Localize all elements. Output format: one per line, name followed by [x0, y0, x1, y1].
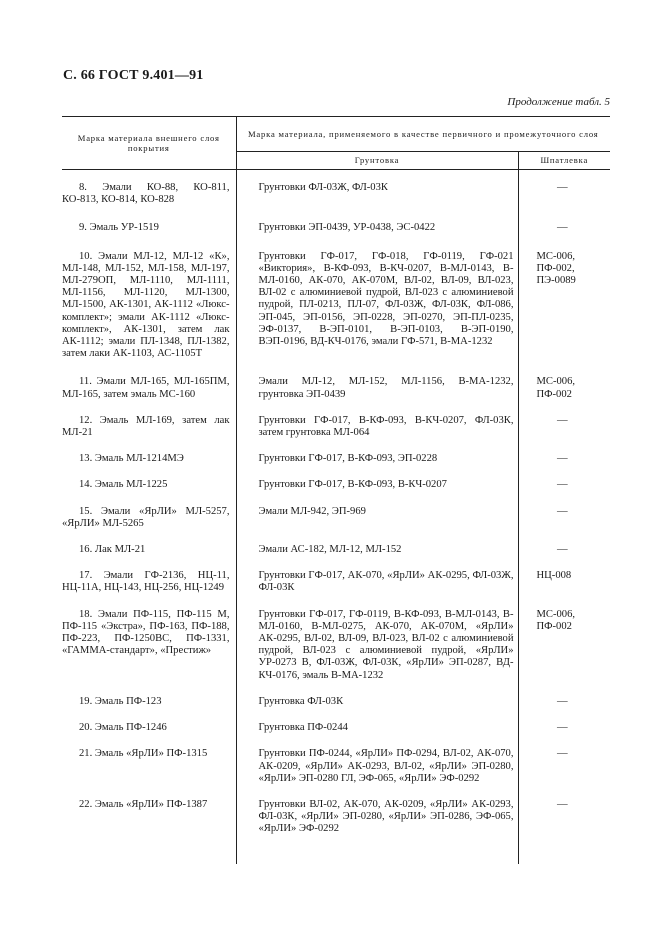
cell-primer: [236, 708, 518, 734]
cell-putty: [518, 595, 610, 682]
outer-layer-text: 20. Эмаль ПФ-1246: [79, 722, 167, 734]
putty-text: —: [556, 222, 568, 234]
table-row: [62, 595, 610, 682]
primer-text: Грунтовка ФЛ-03К: [258, 695, 344, 707]
outer-layer-text: 21. Эмаль «ЯрЛИ» ПФ-1315: [79, 748, 208, 760]
cell-primer: [236, 785, 518, 864]
putty-text: НЦ-008: [536, 570, 572, 582]
outer-layer-text: 13. Эмаль МЛ-1214МЭ: [79, 453, 184, 465]
table-row: [62, 682, 610, 708]
materials-table: [62, 116, 610, 864]
primer-text: Грунтовки ГФ-017, В-КФ-093, В-КЧ-0207, ФЛ-03К, затем грунтовка МЛ-064: [258, 414, 514, 439]
putty-text: МС-006, ПФ-002: [536, 608, 576, 632]
cell-primer: [236, 734, 518, 785]
cell-outer-layer: [62, 556, 236, 594]
cell-putty: [518, 465, 610, 491]
cell-outer-layer: [62, 235, 236, 361]
cell-primer: [236, 492, 518, 530]
outer-layer-text: 18. Эмали ПФ-115, ПФ-115 М, ПФ-115 «Экстра», ПФ-163, ПФ-188, ПФ-223, ПФ-1250ВС, ПФ-1331, «ГАММА-стандарт», «Престиж»: [62, 608, 230, 657]
table-row: [62, 734, 610, 785]
putty-text: —: [556, 695, 568, 707]
table-row: [62, 235, 610, 361]
cell-primer: [236, 530, 518, 556]
table-row: [62, 530, 610, 556]
cell-outer-layer: [62, 170, 236, 207]
putty-text: —: [556, 544, 568, 556]
page-header: С. 66 ГОСТ 9.401—91: [63, 68, 204, 83]
table-row: [62, 785, 610, 864]
cell-outer-layer: [62, 439, 236, 465]
table-row: [62, 708, 610, 734]
primer-text: Грунтовки ПФ-0244, «ЯрЛИ» ПФ-0294, ВЛ-02, АК-070, АК-0209, «ЯрЛИ» АК-0293, ВЛ-02, «ЯрЛИ» ЭП-0280, «ЯрЛИ» ЭП-0280 ГЛ, ЭФ-065, «ЯрЛИ» ЭФ-0292: [258, 748, 514, 784]
putty-text: —: [556, 479, 568, 491]
putty-text: —: [556, 453, 568, 465]
outer-layer-text: 14. Эмаль МЛ-1225: [79, 479, 168, 491]
table-row: [62, 206, 610, 234]
outer-layer-text: 12. Эмаль МЛ-169, затем лак МЛ-21: [62, 414, 230, 439]
cell-outer-layer: [62, 465, 236, 491]
cell-primer: [236, 170, 518, 207]
outer-layer-text: 10. Эмали МЛ-12, МЛ-12 «К», МЛ-148, МЛ-152, МЛ-158, МЛ-197, МЛ-279ОП, МЛ-1110, МЛ-1111, МЛ-1156, МЛ-1120, МЛ-1300, МЛ-1500, АК-1301, АК-1112 «Люкс-комплект»; эмали АК-1112 «Люкс-комплект», АК-1301, затем лак АК-1112; эмали ПЛ-1348, ПЛ-1382, затем лаки АК-1103, АС-1105Т: [62, 250, 230, 360]
primer-text: Грунтовка ПФ-0244: [258, 722, 348, 734]
cell-putty: [518, 682, 610, 708]
cell-primer: [236, 206, 518, 234]
cell-outer-layer: [62, 530, 236, 556]
cell-primer: [236, 401, 518, 439]
putty-text: —: [556, 722, 568, 734]
primer-text: Эмали АС-182, МЛ-12, МЛ-152: [258, 544, 402, 556]
cell-putty: [518, 206, 610, 234]
cell-putty: [518, 708, 610, 734]
table-row: [62, 492, 610, 530]
primer-text: Грунтовки ФЛ-03Ж, ФЛ-03К: [258, 182, 388, 193]
table-continuation-label: Продолжение табл. 5: [507, 96, 610, 108]
table-body: [62, 170, 610, 864]
header-primary-layer: Марка материала, применяемого в качестве первичного и промежуточного слоя: [236, 117, 610, 152]
outer-layer-text: 11. Эмали МЛ-165, МЛ-165ПМ, МЛ-165, затем эмаль МС-160: [62, 376, 230, 400]
primer-text: Грунтовки ГФ-017, ГФ-018, ГФ-0119, ГФ-021 «Виктория», В-КФ-093, В-КЧ-0207, В-МЛ-0143, В-МЛ-0160, АК-070, АК-070М, ВЛ-02, ВЛ-09, ВЛ-023, ВЛ-02 с алюминиевой пудрой, ВЛ-023 с алюминиевой пудрой, ПЛ-0213, ПЛ-07, ФЛ-03Ж, ФЛ-03К, ФЛ-086, ЭП-045, ЭП-0156, ЭП-0228, ЭП-0270, ЭП-ПЛ-0235, ЭФ-0137, В-ЭП-0101, В-ЭП-0103, В-ЭП-0190, ВЭП-0196, ВД-КЧ-0176, эмали ГФ-571, В-МА-1232: [258, 250, 514, 348]
cell-outer-layer: [62, 595, 236, 682]
cell-putty: [518, 734, 610, 785]
outer-layer-text: 8. Эмали КО-88, КО-811, КО-813, КО-814, КО-828: [62, 182, 230, 206]
primer-text: Грунтовки ВЛ-02, АК-070, АК-0209, «ЯрЛИ» АК-0293, ФЛ-03К, «ЯрЛИ» ЭП-0280, «ЯрЛИ» ЭП-0286, ЭФ-065, «ЯрЛИ» ЭФ-0292: [258, 798, 514, 835]
cell-putty: [518, 360, 610, 400]
cell-primer: [236, 360, 518, 400]
putty-text: МС-006, ПФ-002, ПЭ-0089: [536, 250, 576, 287]
outer-layer-text: 22. Эмаль «ЯрЛИ» ПФ-1387: [79, 798, 208, 810]
cell-putty: [518, 401, 610, 439]
cell-putty: [518, 439, 610, 465]
table-row: [62, 401, 610, 439]
cell-outer-layer: [62, 492, 236, 530]
cell-outer-layer: [62, 734, 236, 785]
putty-text: —: [556, 798, 568, 810]
cell-outer-layer: [62, 785, 236, 864]
primer-text: Грунтовки ГФ-017, В-КФ-093, ЭП-0228: [258, 453, 438, 465]
cell-primer: [236, 682, 518, 708]
outer-layer-text: 16. Лак МЛ-21: [79, 544, 146, 556]
table-row: [62, 360, 610, 400]
primer-text: Грунтовки ЭП-0439, УР-0438, ЭС-0422: [258, 222, 436, 234]
cell-putty: [518, 235, 610, 361]
header-outer-layer: Марка материала внешнего слоя покрытия: [62, 117, 236, 170]
cell-primer: [236, 556, 518, 594]
cell-putty: [518, 170, 610, 207]
cell-putty: [518, 530, 610, 556]
cell-outer-layer: [62, 682, 236, 708]
table-row: [62, 556, 610, 594]
header-primer: Грунтовка: [236, 152, 518, 170]
header-putty: Шпатлевка: [518, 152, 610, 170]
cell-primer: [236, 235, 518, 361]
putty-text: —: [556, 182, 568, 193]
cell-outer-layer: [62, 401, 236, 439]
table-row: [62, 170, 610, 207]
putty-text: —: [556, 414, 568, 426]
cell-outer-layer: [62, 708, 236, 734]
putty-text: МС-006, ПФ-002: [536, 376, 576, 400]
putty-text: —: [556, 505, 568, 517]
outer-layer-text: 9. Эмаль УР-1519: [79, 222, 159, 234]
cell-outer-layer: [62, 206, 236, 234]
cell-putty: [518, 556, 610, 594]
table-row: [62, 465, 610, 491]
primer-text: Эмали МЛ-942, ЭП-969: [258, 505, 366, 517]
primer-text: Грунтовки ГФ-017, В-КФ-093, В-КЧ-0207: [258, 479, 447, 491]
primer-text: Эмали МЛ-12, МЛ-152, МЛ-1156, В-МА-1232, грунтовка ЭП-0439: [258, 376, 514, 400]
primer-text: Грунтовки ГФ-017, ГФ-0119, В-КФ-093, В-МЛ-0143, В-МЛ-0160, В-МЛ-0275, АК-070, АК-070М, «ЯрЛИ» АК-0295, ВЛ-02, ВЛ-09, ВЛ-023, ВЛ-02 с алюминиевой пудрой, ВЛ-023 с алюминиевой пудрой, «ЯрЛИ» УР-0273 В, ФЛ-03Ж, ФЛ-03К, «ЯрЛИ» ЭП-0287, ВД-КЧ-0176, эмаль В-МА-1232: [258, 608, 514, 681]
putty-text: —: [556, 748, 568, 760]
cell-primer: [236, 439, 518, 465]
primer-text: Грунтовки ГФ-017, АК-070, «ЯрЛИ» АК-0295, ФЛ-03Ж, ФЛ-03К: [258, 570, 514, 594]
cell-primer: [236, 595, 518, 682]
outer-layer-text: 17. Эмали ГФ-2136, НЦ-11, НЦ-11А, НЦ-143, НЦ-256, НЦ-1249: [62, 570, 230, 594]
outer-layer-text: 19. Эмаль ПФ-123: [79, 695, 162, 707]
table-row: [62, 439, 610, 465]
cell-outer-layer: [62, 360, 236, 400]
cell-putty: [518, 492, 610, 530]
cell-putty: [518, 785, 610, 864]
outer-layer-text: 15. Эмали «ЯрЛИ» МЛ-5257, «ЯрЛИ» МЛ-5265: [62, 505, 230, 529]
cell-primer: [236, 465, 518, 491]
